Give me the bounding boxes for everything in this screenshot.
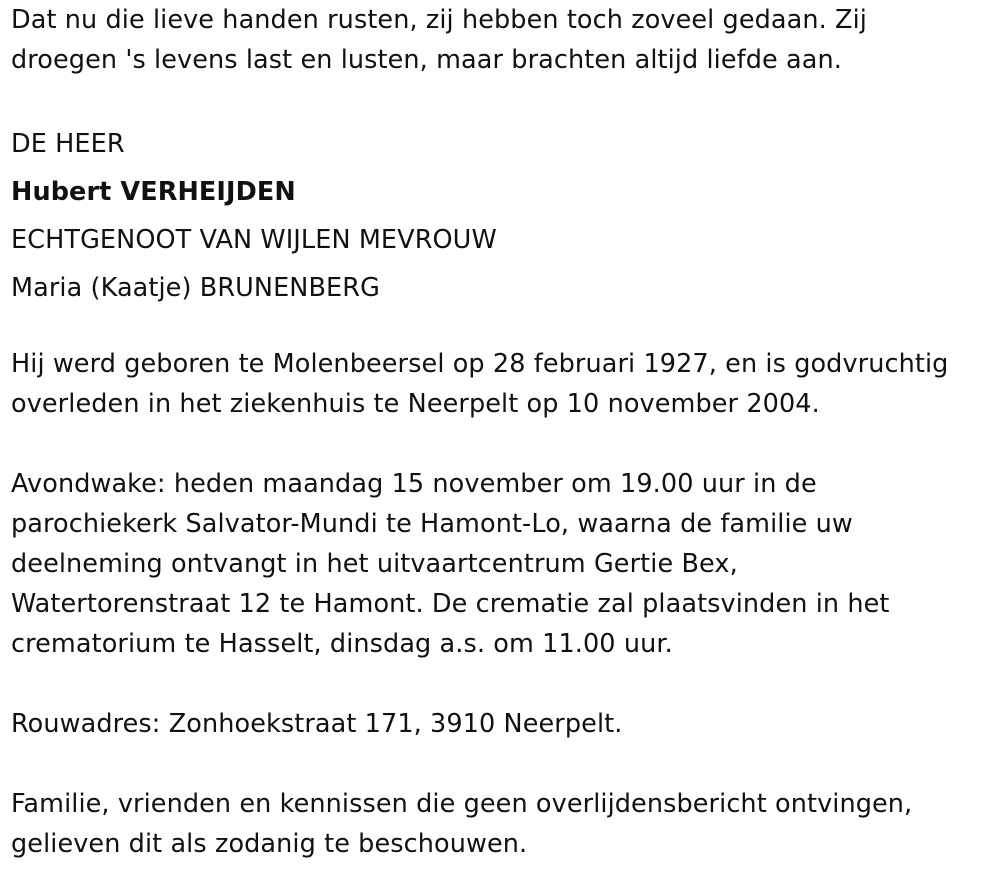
spouse-label: ECHTGENOOT VAN WIJLEN MEVROUW — [11, 225, 497, 255]
wake-line: crematorium te Hasselt, dinsdag a.s. om 11.00 uur. — [11, 629, 673, 659]
poem-line: Dat nu die lieve handen rusten, zij hebben toch zoveel gedaan. Zij — [11, 5, 867, 35]
obituary-document — [11, 0, 996, 864]
address-paragraph — [11, 704, 996, 744]
closing-paragraph — [11, 784, 996, 864]
birth-death-line: overleden in het ziekenhuis te Neerpelt op 10 november 2004. — [11, 389, 820, 419]
closing-line: gelieven dit als zodanig te beschouwen. — [11, 829, 528, 859]
birth-death-line: Hij werd geboren te Molenbeersel op 28 februari 1927, en is godvruchtig — [11, 349, 949, 379]
wake-line: deelneming ontvangt in het uitvaartcentrum Gertie Bex, — [11, 549, 738, 579]
honorific-title: DE HEER — [11, 129, 125, 159]
deceased-block — [11, 120, 996, 312]
wake-line: parochiekerk Salvator-Mundi te Hamont-Lo, waarna de familie uw — [11, 509, 853, 539]
spouse-name: Maria (Kaatje) BRUNENBERG — [11, 273, 380, 303]
mourning-address: Rouwadres: Zonhoekstraat 171, 3910 Neerpelt. — [11, 709, 623, 739]
closing-line: Familie, vrienden en kennissen die geen overlijdensbericht ontvingen, — [11, 789, 913, 819]
wake-line: Avondwake: heden maandag 15 november om 19.00 uur in de — [11, 469, 817, 499]
poem-line: droegen 's levens last en lusten, maar brachten altijd liefde aan. — [11, 45, 842, 75]
wake-paragraph — [11, 464, 996, 664]
wake-line: Watertorenstraat 12 te Hamont. De crematie zal plaatsvinden in het — [11, 589, 890, 619]
birth-death-paragraph — [11, 344, 996, 424]
poem-paragraph — [11, 0, 996, 80]
deceased-name: Hubert VERHEIJDEN — [11, 177, 296, 207]
